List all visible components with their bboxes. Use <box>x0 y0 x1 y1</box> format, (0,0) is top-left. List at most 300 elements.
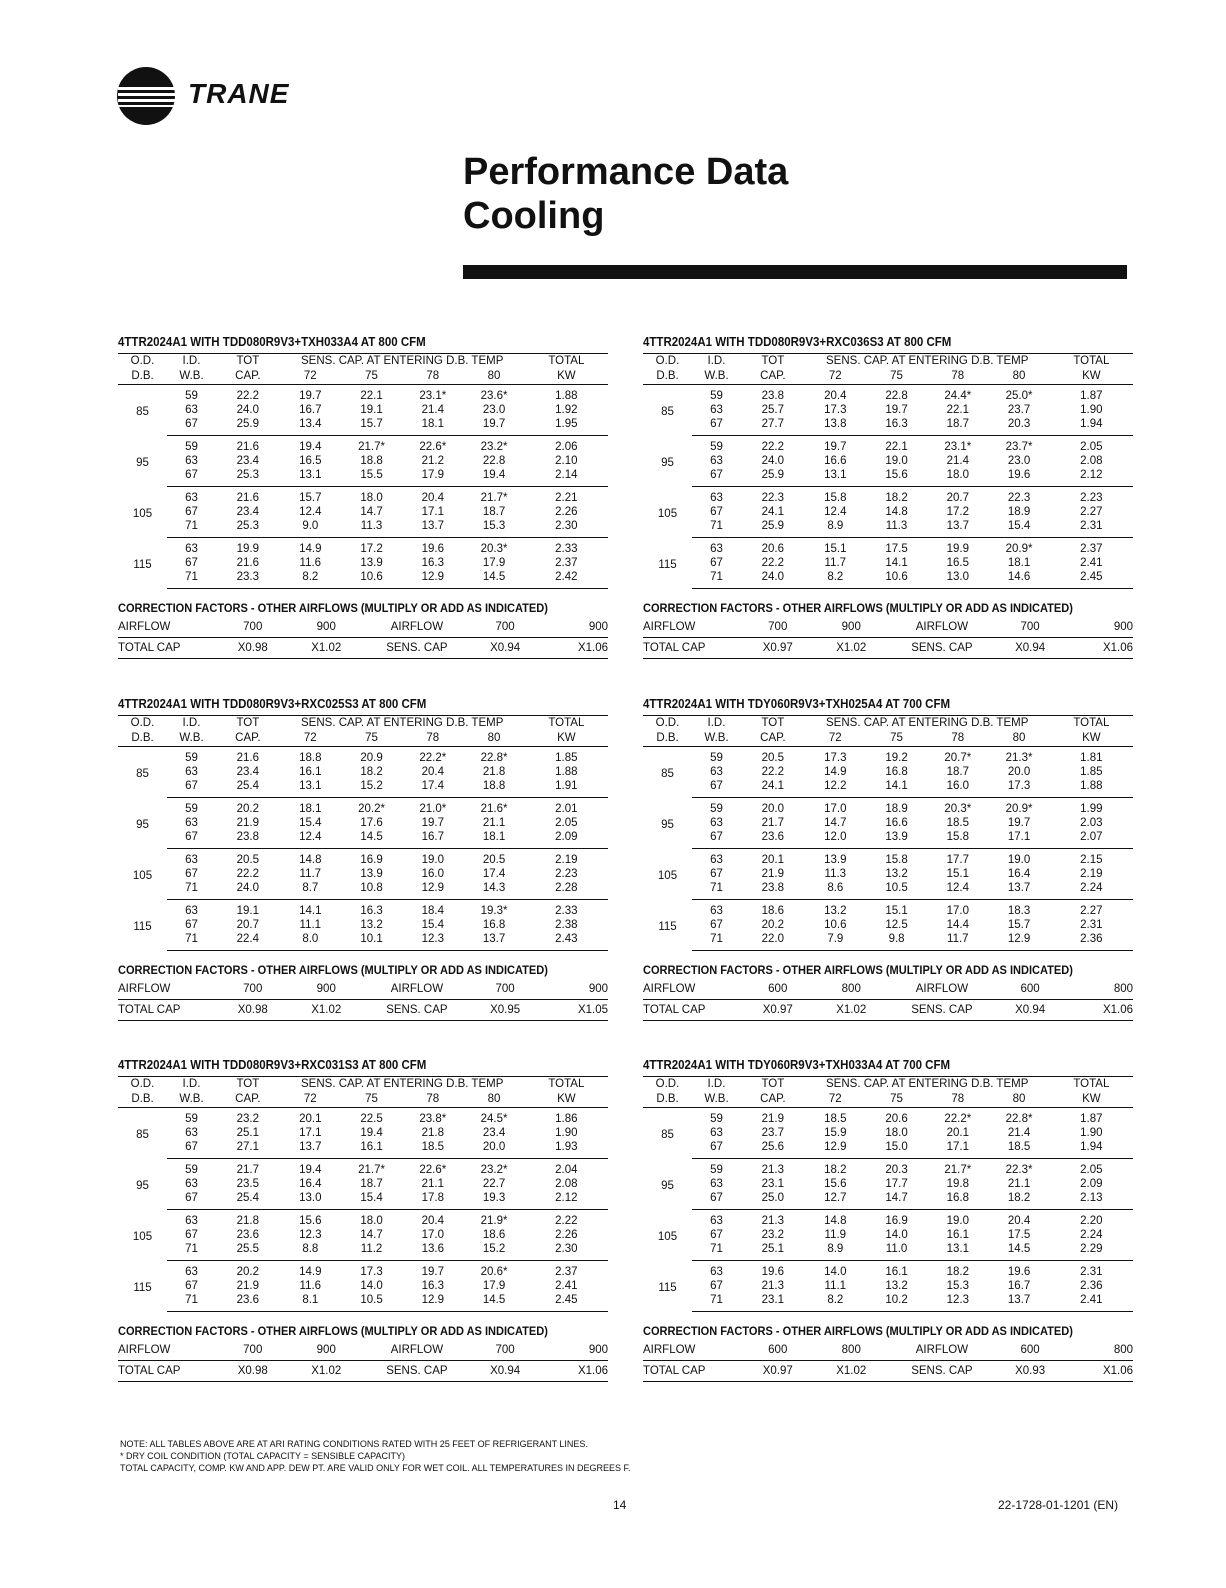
table-cell: 11.1 <box>299 919 322 931</box>
factor-value: X0.97 <box>741 1000 815 1021</box>
table-cell: 19.7 <box>463 417 524 436</box>
table-cell: 12.4 <box>280 830 341 849</box>
table-title: 4TTR2024A1 WITH TDD080R9V3+RXC031S3 AT 800 CFM <box>118 1058 427 1072</box>
header-80: 80 <box>463 731 524 747</box>
airflow-label: AIRFLOW <box>118 979 216 1000</box>
table-cell: 63 <box>185 817 198 829</box>
header-id: I.D. <box>692 1077 741 1093</box>
table-cell: 23.8 <box>216 830 280 849</box>
table-row <box>118 1177 608 1191</box>
table-cell: 67 <box>692 779 741 798</box>
table-cell: 16.9 <box>885 1215 908 1227</box>
factor-value: X1.02 <box>290 1000 364 1021</box>
table-cell: 13.1 <box>280 468 341 487</box>
page-number: 14 <box>613 1498 627 1512</box>
table-cell: 25.0 <box>741 1191 805 1210</box>
airflow-value: 600 <box>996 1340 1065 1361</box>
table-cell: 21.7* <box>358 1164 385 1176</box>
table-cell: 20.4 <box>421 492 444 504</box>
table-cell: 16.3 <box>866 417 927 436</box>
table-cell: 15.3 <box>463 519 524 538</box>
table-cell: 17.1 <box>927 1140 988 1159</box>
table-cell: 59 <box>710 1164 723 1176</box>
table-cell: 15.2 <box>463 1242 524 1261</box>
table-cell: 71 <box>167 519 216 538</box>
table-cell: 20.2* <box>358 803 385 815</box>
table-cell: 14.5 <box>463 1293 524 1312</box>
table-cell: 18.3 <box>1007 905 1031 917</box>
table-row <box>118 932 608 951</box>
table-cell: 11.3 <box>341 519 402 538</box>
table-cell: 24.4* <box>944 390 972 402</box>
table-cell: 22.2* <box>419 752 447 764</box>
table-cell: 63 <box>185 1215 198 1227</box>
correction-table <box>118 617 608 659</box>
table-cell: 19.6 <box>1007 1266 1031 1278</box>
table-cell: 20.2 <box>236 803 260 815</box>
table-cell: 13.9 <box>360 868 383 880</box>
table-cell: 21.1 <box>482 817 506 829</box>
table-cell: 19.3* <box>480 905 508 917</box>
airflow-label: AIRFLOW <box>888 1340 996 1361</box>
table-row <box>643 538 1133 557</box>
header-78: 78 <box>402 369 463 385</box>
table-cell: 63 <box>710 1178 723 1190</box>
table-cell: 18.2 <box>988 1191 1049 1210</box>
table-cell: 15.8 <box>927 830 988 849</box>
table-cell: 59 <box>185 1113 198 1125</box>
header-id: I.D. <box>692 716 741 732</box>
table-cell: 23.0 <box>482 404 506 416</box>
table-cell: 13.8 <box>805 417 866 436</box>
table-row <box>643 1126 1133 1140</box>
table-row <box>118 1228 608 1242</box>
table-cell: 14.6 <box>988 570 1049 589</box>
table-row <box>118 505 608 519</box>
total-cap-label: TOTAL CAP <box>118 638 216 659</box>
table-cell: 14.9 <box>299 543 322 555</box>
table-cell: 20.6* <box>480 1266 508 1278</box>
table-row <box>118 417 608 436</box>
table-cell: 18.1 <box>299 803 322 815</box>
table-cell: 22.6* <box>419 1164 447 1176</box>
factor-value: X1.02 <box>290 1361 364 1382</box>
table-cell: 19.0 <box>885 455 908 467</box>
table-cell: 14.8 <box>885 506 908 518</box>
table-cell: 25.9 <box>741 468 805 487</box>
table-cell: 2.42 <box>525 570 608 589</box>
od-temp: 105 <box>132 508 153 520</box>
table-cell: 17.0 <box>421 1229 444 1241</box>
table-cell: 12.9 <box>988 932 1049 951</box>
correction-title: CORRECTION FACTORS - OTHER AIRFLOWS (MULTIPLY OR ADD AS INDICATED) <box>643 601 1073 615</box>
table-cell: 23.2 <box>761 1229 785 1241</box>
od-temp: 85 <box>661 768 674 781</box>
correction-factors <box>118 961 608 1021</box>
table-cell: 13.9 <box>824 854 847 866</box>
table-cell: 19.8 <box>946 1178 969 1190</box>
table-row <box>643 403 1133 417</box>
table-cell: 67 <box>167 830 216 849</box>
od-temp: 105 <box>657 508 678 520</box>
table-cell: 25.3 <box>216 468 280 487</box>
table-cell: 19.9 <box>946 543 969 555</box>
table-cell: 12.9 <box>402 570 463 589</box>
table-cell: 13.0 <box>280 1191 341 1210</box>
table-cell: 16.8 <box>927 1191 988 1210</box>
header-id: I.D. <box>167 354 216 370</box>
table-cell: 1.95 <box>525 417 608 436</box>
table-cell: 67 <box>692 830 741 849</box>
table-row <box>643 779 1133 798</box>
table-cell: 59 <box>185 1164 198 1176</box>
table-cell: 12.9 <box>805 1140 866 1159</box>
factor-value: X0.98 <box>216 1361 290 1382</box>
table-cell: 71 <box>692 1293 741 1312</box>
table-cell: 25.1 <box>236 1127 260 1139</box>
table-row <box>118 487 608 506</box>
table-cell: 20.2 <box>236 1266 260 1278</box>
factor-value: X1.02 <box>815 1000 889 1021</box>
table-cell: 8.0 <box>280 932 341 951</box>
table-cell: 22.1 <box>946 404 969 416</box>
table-cell: 15.7 <box>341 417 402 436</box>
header-75: 75 <box>866 369 927 385</box>
table-cell: 17.3 <box>824 404 847 416</box>
factor-value: X0.93 <box>996 1361 1065 1382</box>
page-title <box>463 150 788 238</box>
table-cell: 67 <box>710 868 723 880</box>
table-block <box>118 1058 608 1382</box>
table-cell: 2.37 <box>1080 543 1103 555</box>
header-od: O.D. <box>643 716 692 732</box>
table-cell: 11.9 <box>824 1229 847 1241</box>
table-title: 4TTR2024A1 WITH TDY060R9V3+TXH025A4 AT 700 CFM <box>643 697 951 711</box>
table-cell: 23.0 <box>1007 455 1031 467</box>
table-cell: 17.2 <box>360 543 383 555</box>
sens-cap-label: SENS. CAP <box>363 1361 471 1382</box>
header-75: 75 <box>341 731 402 747</box>
table-cell: 19.1 <box>236 905 260 917</box>
trane-logo-mark <box>116 66 176 126</box>
header-72: 72 <box>805 731 866 747</box>
table-cell: 67 <box>710 506 723 518</box>
header-sens: SENS. CAP. AT ENTERING D.B. TEMP <box>805 354 1050 370</box>
table-cell: 21.8 <box>421 1127 444 1139</box>
table-row <box>643 487 1133 506</box>
total-cap-label: TOTAL CAP <box>118 1000 216 1021</box>
table-cell: 2.45 <box>1050 570 1133 589</box>
table-cell: 19.4 <box>463 468 524 487</box>
table-cell: 2.05 <box>1080 441 1103 453</box>
table-cell: 2.27 <box>1080 905 1103 917</box>
table-cell: 12.3 <box>299 1229 322 1241</box>
table-cell: 12.9 <box>402 881 463 900</box>
header-72: 72 <box>280 1092 341 1108</box>
table-cell: 23.4 <box>236 506 260 518</box>
table-cell: 67 <box>185 868 198 880</box>
table-cell: 19.6 <box>988 468 1049 487</box>
table-cell: 2.08 <box>1080 455 1103 467</box>
table-cell: 14.1 <box>866 779 927 798</box>
airflow-value: 700 <box>216 617 290 638</box>
table-cell: 63 <box>185 1127 198 1139</box>
header-78: 78 <box>402 1092 463 1108</box>
table-row <box>118 454 608 468</box>
table-cell: 59 <box>710 752 723 764</box>
table-cell: 16.7 <box>1007 1280 1031 1292</box>
table-cell: 19.7 <box>299 390 322 402</box>
table-cell: 67 <box>710 1229 723 1241</box>
airflow-value: 700 <box>471 617 540 638</box>
header-tot: TOT <box>741 716 805 732</box>
correction-title: CORRECTION FACTORS - OTHER AIRFLOWS (MULTIPLY OR ADD AS INDICATED) <box>643 963 1073 977</box>
table-cell: 12.5 <box>885 919 908 931</box>
factor-value: X0.95 <box>471 1000 540 1021</box>
od-temp: 95 <box>136 457 149 469</box>
table-row <box>643 556 1133 570</box>
table-cell: 67 <box>692 417 741 436</box>
table-cell: 20.1 <box>299 1113 322 1125</box>
table-cell: 1.94 <box>1050 417 1133 436</box>
airflow-value: 600 <box>996 979 1065 1000</box>
factor-value: X1.06 <box>1064 1000 1133 1021</box>
table-cell: 19.9 <box>236 543 260 555</box>
table-cell: 2.10 <box>555 455 578 467</box>
header-72: 72 <box>805 369 866 385</box>
airflow-label: AIRFLOW <box>888 979 996 1000</box>
header-db: D.B. <box>643 369 692 385</box>
table-row <box>118 816 608 830</box>
table-cell: 63 <box>710 1215 723 1227</box>
table-cell: 22.1 <box>360 390 383 402</box>
table-cell: 11.7 <box>824 557 847 569</box>
table-cell: 20.9* <box>1005 803 1033 815</box>
table-cell: 8.9 <box>805 519 866 538</box>
table-cell: 20.7 <box>236 919 260 931</box>
airflow-value: 800 <box>1064 1340 1133 1361</box>
table-cell: 19.4 <box>299 441 322 453</box>
factor-value: X1.06 <box>1064 1361 1133 1382</box>
table-cell: 11.7 <box>299 868 322 880</box>
correction-factors <box>643 1322 1133 1382</box>
table-cell: 19.0 <box>1007 854 1031 866</box>
correction-factors <box>643 599 1133 659</box>
table-cell: 18.5 <box>402 1140 463 1159</box>
table-cell: 21.7 <box>761 817 785 829</box>
performance-table <box>643 715 1133 951</box>
table-cell: 14.1 <box>299 905 322 917</box>
table-cell: 67 <box>692 468 741 487</box>
table-cell: 21.3 <box>761 1215 785 1227</box>
table-cell: 15.6 <box>299 1215 322 1227</box>
table-cell: 19.3 <box>463 1191 524 1210</box>
table-cell: 13.2 <box>885 868 908 880</box>
correction-title: CORRECTION FACTORS - OTHER AIRFLOWS (MULTIPLY OR ADD AS INDICATED) <box>118 1324 548 1338</box>
table-cell: 2.36 <box>1080 1280 1103 1292</box>
table-cell: 17.0 <box>946 905 969 917</box>
table-block <box>643 1058 1133 1382</box>
table-cell: 20.1 <box>946 1127 969 1139</box>
airflow-label: AIRFLOW <box>363 979 471 1000</box>
table-cell: 16.8 <box>482 919 506 931</box>
table-cell: 20.1 <box>761 854 785 866</box>
table-cell: 67 <box>167 468 216 487</box>
table-cell: 11.3 <box>824 868 847 880</box>
table-cell: 71 <box>167 1293 216 1312</box>
table-cell: 16.7 <box>402 830 463 849</box>
table-cell: 12.9 <box>402 1293 463 1312</box>
table-cell: 21.9 <box>761 868 785 880</box>
table-cell: 22.0 <box>741 932 805 951</box>
table-cell: 13.1 <box>280 779 341 798</box>
table-row <box>643 468 1133 487</box>
table-cell: 25.9 <box>741 519 805 538</box>
table-cell: 20.6 <box>885 1113 908 1125</box>
table-cell: 27.1 <box>216 1140 280 1159</box>
sens-cap-label: SENS. CAP <box>363 638 471 659</box>
table-cell: 14.8 <box>299 854 322 866</box>
table-block <box>118 335 608 659</box>
correction-title: CORRECTION FACTORS - OTHER AIRFLOWS (MULTIPLY OR ADD AS INDICATED) <box>118 601 548 615</box>
table-cell: 21.6 <box>236 557 260 569</box>
table-cell: 2.41 <box>1050 1293 1133 1312</box>
table-cell: 2.30 <box>525 519 608 538</box>
table-cell: 25.4 <box>216 779 280 798</box>
table-cell: 13.2 <box>360 919 383 931</box>
table-cell: 14.7 <box>866 1191 927 1210</box>
od-temp: 115 <box>133 559 152 571</box>
table-cell: 21.9 <box>761 1113 785 1125</box>
table-cell: 19.7 <box>421 817 444 829</box>
table-cell: 20.3 <box>988 417 1049 436</box>
factor-value: X0.97 <box>741 638 815 659</box>
header-72: 72 <box>280 731 341 747</box>
table-cell: 21.3 <box>761 1164 785 1176</box>
table-cell: 1.85 <box>555 752 578 764</box>
od-temp: 85 <box>136 1129 149 1142</box>
table-cell: 18.1 <box>1007 557 1031 569</box>
table-cell: 71 <box>692 570 741 589</box>
od-temp: 115 <box>658 1282 677 1294</box>
table-cell: 2.28 <box>525 881 608 900</box>
factor-value: X1.06 <box>1064 638 1133 659</box>
table-cell: 17.3 <box>360 1266 383 1278</box>
table-cell: 23.4 <box>482 1127 506 1139</box>
correction-factors <box>643 961 1133 1021</box>
header-75: 75 <box>341 1092 402 1108</box>
table-cell: 2.24 <box>1080 1229 1103 1241</box>
table-cell: 9.0 <box>280 519 341 538</box>
factor-value: X1.06 <box>539 638 608 659</box>
table-cell: 19.7 <box>421 1266 444 1278</box>
table-cell: 15.3 <box>946 1280 969 1292</box>
header-od: O.D. <box>643 354 692 370</box>
od-temp: 105 <box>657 1231 678 1243</box>
table-cell: 14.1 <box>885 557 908 569</box>
table-cell: 16.9 <box>360 854 383 866</box>
header-cap: CAP. <box>741 1092 805 1108</box>
od-temp: 105 <box>132 870 153 882</box>
performance-table <box>643 353 1133 589</box>
table-cell: 63 <box>710 766 723 778</box>
table-row <box>118 779 608 798</box>
table-cell: 20.3* <box>480 543 508 555</box>
table-cell: 24.0 <box>236 404 260 416</box>
table-cell: 18.9 <box>885 803 908 815</box>
table-cell: 20.2 <box>761 919 785 931</box>
title-line-2: Cooling <box>463 195 605 237</box>
header-wb: W.B. <box>692 369 741 385</box>
table-cell: 19.4 <box>360 1127 383 1139</box>
performance-table <box>118 1076 608 1312</box>
table-cell: 18.7 <box>946 766 969 778</box>
table-cell: 59 <box>185 441 198 453</box>
table-cell: 20.4 <box>421 1215 444 1227</box>
table-cell: 20.7 <box>946 492 969 504</box>
table-cell: 59 <box>185 390 198 402</box>
table-cell: 2.31 <box>1050 519 1133 538</box>
table-cell: 12.0 <box>805 830 866 849</box>
airflow-value: 900 <box>290 617 364 638</box>
table-cell: 13.7 <box>463 932 524 951</box>
table-cell: 15.8 <box>885 854 908 866</box>
table-cell: 25.3 <box>216 519 280 538</box>
header-od: O.D. <box>118 716 167 732</box>
header-db: D.B. <box>643 731 692 747</box>
table-cell: 17.0 <box>824 803 847 815</box>
table-cell: 22.8 <box>482 455 506 467</box>
table-cell: 23.8* <box>419 1113 447 1125</box>
document-number: 22-1728-01-1201 (EN) <box>998 1498 1119 1512</box>
table-cell: 1.81 <box>1080 752 1103 764</box>
table-cell: 8.1 <box>280 1293 341 1312</box>
total-cap-label: TOTAL CAP <box>643 1361 741 1382</box>
table-cell: 24.0 <box>741 570 805 589</box>
table-row <box>643 1279 1133 1293</box>
table-cell: 10.6 <box>341 570 402 589</box>
table-cell: 17.9 <box>482 557 506 569</box>
header-kw-unit: KW <box>1050 369 1133 385</box>
table-cell: 22.5 <box>360 1113 383 1125</box>
od-temp: 95 <box>136 819 149 831</box>
header-sens: SENS. CAP. AT ENTERING D.B. TEMP <box>280 716 525 732</box>
table-cell: 15.4 <box>299 817 322 829</box>
table-cell: 21.8 <box>236 1215 260 1227</box>
table-cell: 20.4 <box>824 390 847 402</box>
table-block <box>643 697 1133 1021</box>
table-cell: 71 <box>692 1242 741 1261</box>
table-cell: 16.1 <box>341 1140 402 1159</box>
table-cell: 2.43 <box>525 932 608 951</box>
table-cell: 25.1 <box>741 1242 805 1261</box>
table-cell: 9.8 <box>866 932 927 951</box>
table-cell: 7.9 <box>805 932 866 951</box>
factor-value: X1.02 <box>815 638 889 659</box>
od-temp: 115 <box>658 921 677 933</box>
table-row <box>643 1108 1133 1127</box>
airflow-value: 700 <box>216 979 290 1000</box>
table-row <box>643 881 1133 900</box>
table-row <box>118 1191 608 1210</box>
table-cell: 16.1 <box>885 1266 908 1278</box>
table-cell: 21.3* <box>1005 752 1033 764</box>
header-kw-unit: KW <box>1050 731 1133 747</box>
notes <box>120 1438 630 1474</box>
table-cell: 16.5 <box>299 455 322 467</box>
table-row <box>118 1279 608 1293</box>
header-78: 78 <box>402 731 463 747</box>
